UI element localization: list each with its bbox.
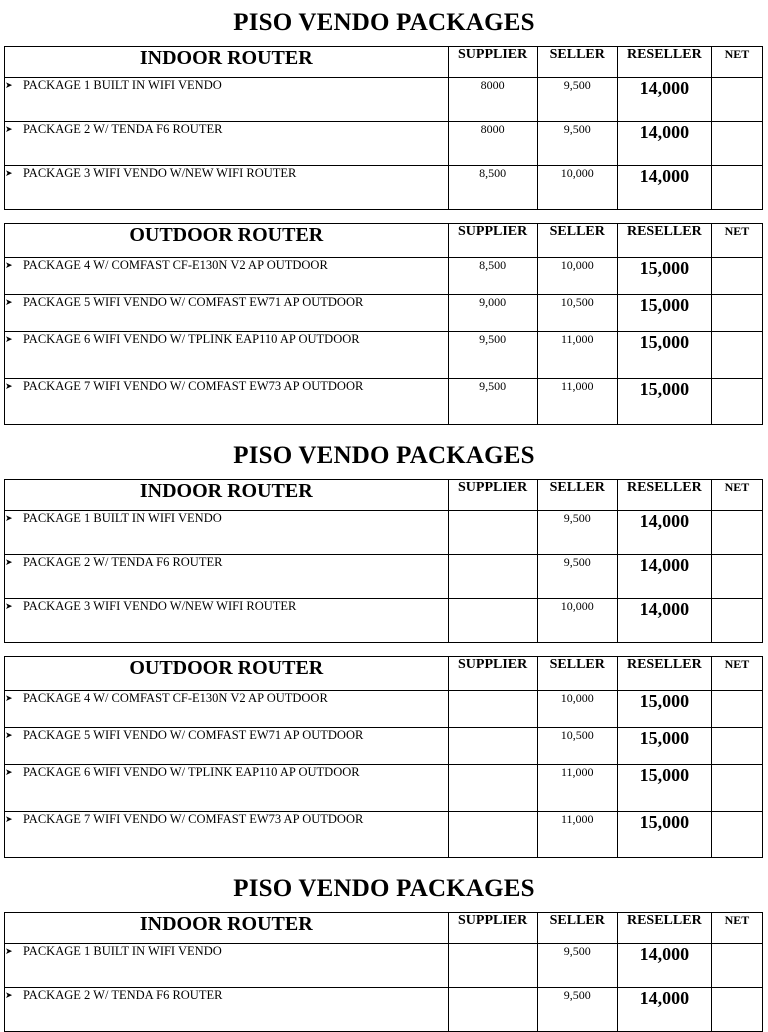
reseller-price: 14,000 (617, 166, 711, 210)
table-row (5, 295, 763, 332)
arrow-bullet-icon: ➤ (5, 730, 13, 740)
supplier-price (448, 812, 537, 858)
net-header: NET (711, 480, 762, 511)
arrow-bullet-icon: ➤ (5, 693, 13, 703)
arrow-bullet-icon: ➤ (5, 513, 13, 523)
net-header: NET (711, 47, 762, 78)
arrow-bullet-icon: ➤ (5, 814, 13, 824)
arrow-bullet-icon: ➤ (5, 601, 13, 611)
supplier-header: SUPPLIER (448, 224, 537, 258)
seller-price: 9,500 (537, 511, 617, 555)
reseller-price: 14,000 (617, 988, 711, 1032)
net-price (711, 379, 762, 425)
seller-price: 10,000 (537, 691, 617, 728)
net-header: NET (711, 913, 762, 944)
reseller-header: RESELLER (617, 657, 711, 691)
supplier-price (448, 988, 537, 1032)
supplier-price: 9,000 (448, 295, 537, 332)
outdoor-router-heading: OUTDOOR ROUTER (5, 224, 449, 258)
indoor-router-heading: INDOOR ROUTER (5, 480, 449, 511)
arrow-bullet-icon: ➤ (5, 80, 13, 90)
net-price (711, 691, 762, 728)
seller-header: SELLER (537, 480, 617, 511)
supplier-price: 8,500 (448, 258, 537, 295)
arrow-bullet-icon: ➤ (5, 124, 13, 134)
table-row (5, 599, 763, 643)
outdoor-router-table (4, 223, 763, 425)
reseller-header: RESELLER (617, 913, 711, 944)
arrow-bullet-icon: ➤ (5, 946, 13, 956)
net-price (711, 728, 762, 765)
page-title: PISO VENDO PACKAGES (233, 9, 535, 36)
reseller-price: 14,000 (617, 122, 711, 166)
seller-price: 11,000 (537, 379, 617, 425)
table-row (5, 812, 763, 858)
table-row (5, 258, 763, 295)
net-price (711, 988, 762, 1032)
reseller-price: 15,000 (617, 332, 711, 379)
seller-price: 10,500 (537, 728, 617, 765)
package-name: PACKAGE 7 WIFI VENDO W/ COMFAST EW73 AP OUTDOOR (23, 812, 364, 826)
seller-price: 10,000 (537, 166, 617, 210)
reseller-price: 15,000 (617, 765, 711, 812)
table-row (5, 988, 763, 1032)
supplier-price (448, 599, 537, 643)
package-name: PACKAGE 6 WIFI VENDO W/ TPLINK EAP110 AP OUTDOOR (23, 765, 360, 779)
net-price (711, 258, 762, 295)
indoor-router-heading: INDOOR ROUTER (5, 47, 449, 78)
table-row (5, 122, 763, 166)
package-name: PACKAGE 2 W/ TENDA F6 ROUTER (23, 555, 223, 569)
package-name: PACKAGE 5 WIFI VENDO W/ COMFAST EW71 AP OUTDOOR (23, 295, 364, 309)
seller-header: SELLER (537, 913, 617, 944)
net-price (711, 332, 762, 379)
supplier-price: 9,500 (448, 332, 537, 379)
supplier-price: 8000 (448, 78, 537, 122)
arrow-bullet-icon: ➤ (5, 168, 13, 178)
reseller-header: RESELLER (617, 480, 711, 511)
supplier-header: SUPPLIER (448, 913, 537, 944)
net-header: NET (711, 657, 762, 691)
net-price (711, 555, 762, 599)
arrow-bullet-icon: ➤ (5, 334, 13, 344)
supplier-price: 9,500 (448, 379, 537, 425)
supplier-price: 8000 (448, 122, 537, 166)
net-price (711, 944, 762, 988)
reseller-price: 14,000 (617, 555, 711, 599)
package-name: PACKAGE 3 WIFI VENDO W/NEW WIFI ROUTER (23, 166, 297, 180)
indoor-router-table (4, 479, 763, 643)
table-row (5, 555, 763, 599)
package-name: PACKAGE 1 BUILT IN WIFI VENDO (23, 78, 222, 92)
reseller-price: 14,000 (617, 599, 711, 643)
seller-price: 10,500 (537, 295, 617, 332)
arrow-bullet-icon: ➤ (5, 297, 13, 307)
arrow-bullet-icon: ➤ (5, 381, 13, 391)
outdoor-router-table (4, 656, 763, 858)
supplier-price: 8,500 (448, 166, 537, 210)
supplier-price (448, 555, 537, 599)
reseller-price: 15,000 (617, 691, 711, 728)
table-row (5, 511, 763, 555)
package-name: PACKAGE 4 W/ COMFAST CF-E130N V2 AP OUTDOOR (23, 691, 328, 705)
reseller-header: RESELLER (617, 224, 711, 258)
package-name: PACKAGE 7 WIFI VENDO W/ COMFAST EW73 AP OUTDOOR (23, 379, 364, 393)
reseller-price: 15,000 (617, 812, 711, 858)
net-price (711, 599, 762, 643)
table-row (5, 944, 763, 988)
package-name: PACKAGE 4 W/ COMFAST CF-E130N V2 AP OUTDOOR (23, 258, 328, 272)
package-name: PACKAGE 1 BUILT IN WIFI VENDO (23, 944, 222, 958)
supplier-price (448, 765, 537, 812)
indoor-router-table (4, 912, 763, 1032)
net-header: NET (711, 224, 762, 258)
reseller-price: 14,000 (617, 511, 711, 555)
seller-price: 9,500 (537, 988, 617, 1032)
table-row (5, 691, 763, 728)
indoor-router-table (4, 46, 763, 210)
supplier-header: SUPPLIER (448, 480, 537, 511)
seller-header: SELLER (537, 47, 617, 78)
arrow-bullet-icon: ➤ (5, 767, 13, 777)
supplier-price (448, 511, 537, 555)
supplier-price (448, 691, 537, 728)
table-row (5, 78, 763, 122)
supplier-header: SUPPLIER (448, 47, 537, 78)
seller-header: SELLER (537, 224, 617, 258)
package-name: PACKAGE 3 WIFI VENDO W/NEW WIFI ROUTER (23, 599, 297, 613)
supplier-header: SUPPLIER (448, 657, 537, 691)
arrow-bullet-icon: ➤ (5, 557, 13, 567)
seller-price: 9,500 (537, 122, 617, 166)
seller-price: 11,000 (537, 332, 617, 379)
arrow-bullet-icon: ➤ (5, 990, 13, 1000)
supplier-price (448, 728, 537, 765)
table-row (5, 728, 763, 765)
reseller-price: 14,000 (617, 944, 711, 988)
package-name: PACKAGE 6 WIFI VENDO W/ TPLINK EAP110 AP OUTDOOR (23, 332, 360, 346)
seller-price: 10,000 (537, 599, 617, 643)
reseller-price: 15,000 (617, 295, 711, 332)
net-price (711, 295, 762, 332)
table-row (5, 379, 763, 425)
page-title: PISO VENDO PACKAGES (233, 875, 535, 902)
package-name: PACKAGE 2 W/ TENDA F6 ROUTER (23, 122, 223, 136)
net-price (711, 812, 762, 858)
package-name: PACKAGE 1 BUILT IN WIFI VENDO (23, 511, 222, 525)
table-row (5, 332, 763, 379)
outdoor-router-heading: OUTDOOR ROUTER (5, 657, 449, 691)
reseller-header: RESELLER (617, 47, 711, 78)
seller-header: SELLER (537, 657, 617, 691)
supplier-price (448, 944, 537, 988)
seller-price: 10,000 (537, 258, 617, 295)
reseller-price: 15,000 (617, 728, 711, 765)
seller-price: 9,500 (537, 78, 617, 122)
package-name: PACKAGE 5 WIFI VENDO W/ COMFAST EW71 AP OUTDOOR (23, 728, 364, 742)
reseller-price: 15,000 (617, 379, 711, 425)
reseller-price: 14,000 (617, 78, 711, 122)
page-title: PISO VENDO PACKAGES (233, 442, 535, 469)
seller-price: 11,000 (537, 765, 617, 812)
table-row (5, 166, 763, 210)
net-price (711, 765, 762, 812)
seller-price: 11,000 (537, 812, 617, 858)
seller-price: 9,500 (537, 555, 617, 599)
seller-price: 9,500 (537, 944, 617, 988)
arrow-bullet-icon: ➤ (5, 260, 13, 270)
net-price (711, 122, 762, 166)
net-price (711, 78, 762, 122)
table-row (5, 765, 763, 812)
net-price (711, 511, 762, 555)
indoor-router-heading: INDOOR ROUTER (5, 913, 449, 944)
package-name: PACKAGE 2 W/ TENDA F6 ROUTER (23, 988, 223, 1002)
reseller-price: 15,000 (617, 258, 711, 295)
net-price (711, 166, 762, 210)
